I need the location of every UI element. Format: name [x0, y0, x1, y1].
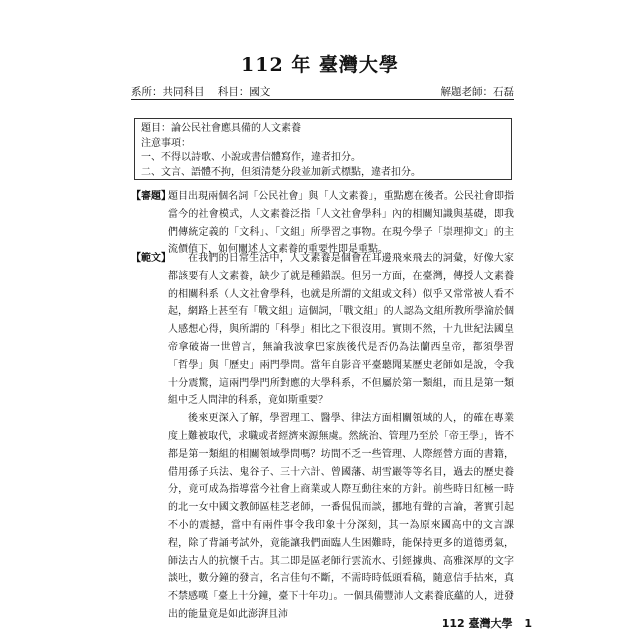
analysis-section [131, 188, 514, 259]
question-box [134, 118, 512, 180]
page-footer [434, 615, 532, 631]
subject-text: 科目：國文 [217, 86, 271, 98]
essay-paragraph-2: 後來更深入了解，學習理工、醫學、律法方面相關領域的人，的確在專業度上難被取代，求職或者經濟來源無虞。然統治、管理乃至於「帝王學」，皆不都是第一類組的相關領域學問嗎？坊間不乏一些管理、人際經營方面的書籍，借用孫子兵法、鬼谷子、三十六計、曾國藩、胡雪巖等等名目，過去的歷史養分，竟可成為指導當今社會上商業或人際互動往來的方針。前些時日紅極一時的北一女中國文教師區桂芝老師，一番侃侃而談，挪地有聲的言論，著實引起不小的震撼，當中有兩件事令我印象十分深刻，其一為原來國高中的文言課程，除了背誦考試外，竟能讓我們面臨人生困難時，能保持更多的道德勇氣，師法古人的抗懷千古。其二即是區老師行雲流水、引經據典、高雅深厚的文字談吐，數分鐘的發言，名言佳句不斷，不需時時低頭看稿，隨意信手拈來，真不禁感嘆「臺上十分鐘，臺下十年功」。一個具備豐沛人文素養底蘊的人，迸發出的能量竟是如此澎湃且沛 [168, 413, 514, 620]
analysis-text: 題目出現兩個名詞「公民社會」與「人文素養」，重點應在後者。公民社會即指當今的社會模式，人文素養泛指「人文社會學科」內的相關知識與基礎，即我們傳統定義的「文科」、「文組」所學習之事物。在現今學子「崇理抑文」的主流價值下，如何闡述人文素養的重要性即是重點。 [168, 191, 514, 256]
dept-label [131, 84, 270, 99]
essay-paragraph-1: 在我們的日常生活中，人文素養是個會在耳邊飛來飛去的詞彙，好像大家都該要有人文素養，缺少了就是種錯誤。但另一方面，在臺灣，傳授人文素養的相關科系（人文社會學科，也就是所謂的文組或文科）似乎又常常被人看不起，網路上甚至有「戰文組」這個詞，「戰文組」的人認為文組所教所學淪於個人感想心得，與所謂的「科學」相比之下很沒用。實則不然，十九世紀法國皇帝拿破崙一世曾言，無論我波拿巴家族後代是否仍為法蘭西皇帝，都須學習「哲學」與「歷史」兩門學問。當年自影音平臺聽聞某歷史老師如是說，令我十分震驚，這兩門學門所對應的大學科系，不但屬於第一類組，而且是第一類組中乏人問津的科系，竟如斯重要？ [168, 253, 514, 407]
question-topic: 題目：論公民社會應具備的人文素養 [141, 123, 301, 134]
page-number: 1 [524, 617, 532, 630]
analysis-tag: 【審題】 [131, 191, 171, 202]
note-item-1: 一、不得以詩歌、小說或書信體寫作，違者扣分。 [141, 152, 361, 163]
notes-title: 注意事項： [141, 137, 191, 149]
page-title: 112 年 臺灣大學 [241, 54, 399, 76]
footer-school: 112 臺灣大學 [441, 617, 513, 630]
essay-section [131, 250, 514, 624]
dept-text: 系所：共同科目 [131, 86, 205, 98]
note-item-2: 二、文言、語體不拘，但須清楚分段並加新式標點，違者扣分。 [141, 166, 421, 178]
header-divider [131, 99, 514, 100]
teacher-text: 解題老師：石磊 [440, 86, 514, 98]
essay-tag: 【範文】 [131, 253, 171, 264]
